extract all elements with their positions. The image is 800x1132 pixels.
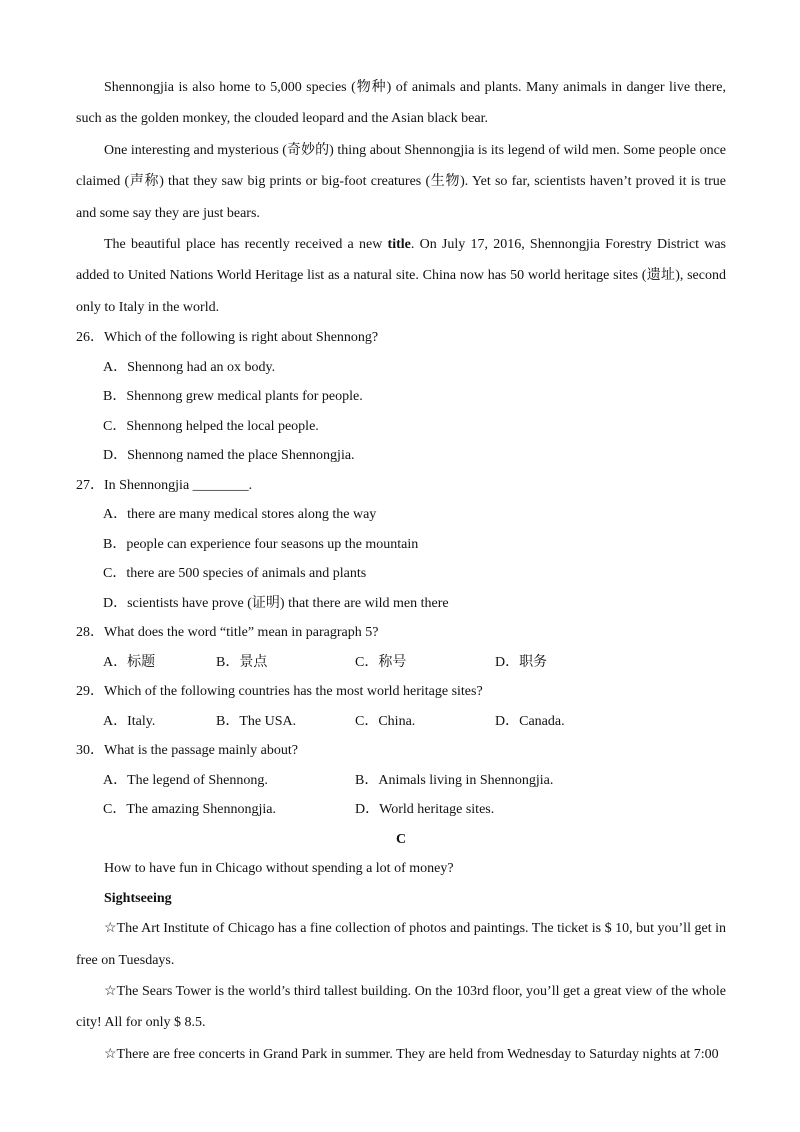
question-26-option-b: B．Shennong grew medical plants for people.	[103, 389, 363, 405]
question-28-option-c: C．称号	[355, 654, 407, 670]
question-27-option-b: B．people can experience four seasons up the mountain	[103, 536, 419, 552]
question-29-option-d: D．Canada.	[495, 713, 565, 729]
question-26-option-d: D．Shennong named the place Shennongjia.	[103, 448, 355, 464]
question-28-option-d: D．职务	[495, 654, 548, 670]
question-30-stem: 30．What is the passage mainly about?	[76, 743, 298, 759]
paragraph-title	[76, 229, 726, 323]
question-28-options	[76, 648, 726, 678]
document-page	[76, 72, 726, 1070]
item-sears-tower: ☆The Sears Tower is the world’s third tallest building. On the 103rd floor, you’ll get a great view of the whole city! All for only $ 8.5.	[76, 984, 726, 1031]
question-29-stem: 29．Which of the following countries has the most world heritage sites?	[76, 684, 483, 700]
keyword-title: title	[387, 237, 411, 253]
question-30-option-c: C．The amazing Shennongjia.	[103, 802, 277, 818]
question-28-option-b: B．景点	[216, 654, 268, 670]
question-27-stem: 27．In Shennongjia ________.	[76, 477, 253, 493]
item-art-institute: ☆The Art Institute of Chicago has a fine collection of photos and paintings. The ticket is $ 10, but you’ll get in free on Tuesdays.	[76, 921, 726, 968]
question-26-stem: 26．Which of the following is right about Shennong?	[76, 330, 379, 346]
question-30-option-d: D．World heritage sites.	[355, 802, 495, 818]
question-29-option-a: A．Italy.	[103, 713, 156, 729]
paragraph-title-start: The beautiful place has recently received a new	[104, 237, 388, 253]
question-28-option-a: A．标题	[103, 654, 156, 670]
question-29-option-c: C．China.	[355, 713, 416, 729]
question-26-option-a: A．Shennong had an ox body.	[103, 359, 276, 375]
section-label-c: C	[395, 831, 407, 847]
paragraph-wild-men: One interesting and mysterious (奇妙的) thing about Shennongjia is its legend of wild men. Some people once claimed (声称) that they saw big prints or big-foot creatures (生物). Yet so far, scientists haven’t proved it is true and some say they are just bears.	[76, 142, 726, 221]
question-30-option-b: B．Animals living in Shennongjia.	[355, 772, 554, 788]
paragraph-species: Shennongjia is also home to 5,000 species (物种) of animals and plants. Many animals in danger live there, such as the golden monkey, the clouded leopard and the Asian black bear.	[76, 80, 726, 127]
question-30-options-row2	[76, 795, 726, 825]
question-27-option-d: D．scientists have prove (证明) that there are wild men there	[103, 595, 449, 611]
question-26-option-c: C．Shennong helped the local people.	[103, 418, 319, 434]
question-27-option-a: A．there are many medical stores along the way	[103, 507, 377, 523]
paragraph-title-end: . On July 17, 2016, Shennongjia Forestry District was added to United Nations World Heritage list as a natural site. China now has 50 world heritage sites (遗址), second only to Italy in the world.	[76, 237, 727, 315]
question-30-options-row1	[76, 766, 726, 796]
question-29-option-b: B．The USA.	[216, 713, 297, 729]
question-29-options	[76, 707, 726, 737]
question-28-stem: 28．What does the word “title” mean in paragraph 5?	[76, 625, 379, 641]
heading-sightseeing: Sightseeing	[104, 890, 172, 906]
passage-c-intro: How to have fun in Chicago without spending a lot of money?	[104, 861, 454, 877]
question-30-option-a: A．The legend of Shennong.	[103, 772, 268, 788]
question-27-option-c: C．there are 500 species of animals and plants	[103, 566, 367, 582]
item-grand-park: ☆There are free concerts in Grand Park in summer. They are held from Wednesday to Saturday nights at 7:00	[104, 1046, 719, 1062]
